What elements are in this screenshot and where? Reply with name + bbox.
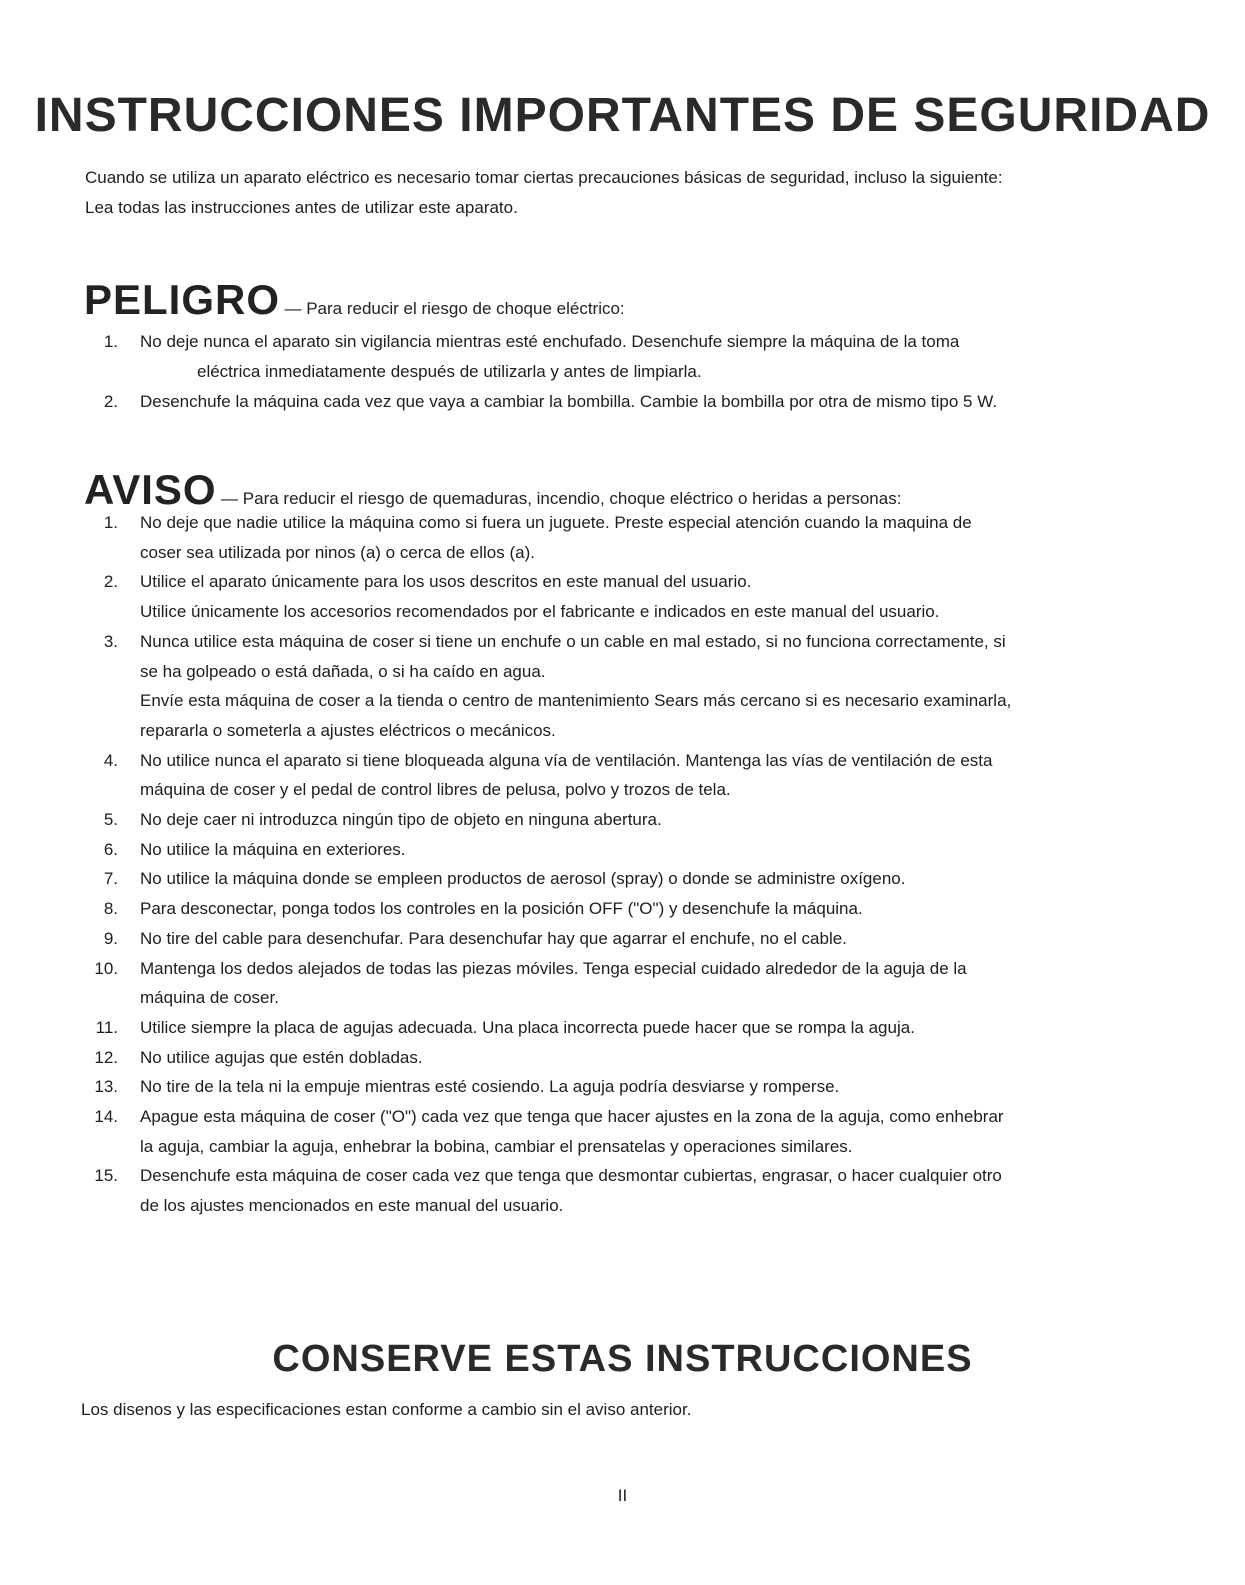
- item-number: 7.: [103, 869, 118, 889]
- peligro-heading: [84, 276, 625, 334]
- item-number: 15.: [94, 1166, 118, 1186]
- peligro-subtitle: — Para reducir el riesgo de choque eléctrico:: [284, 299, 625, 318]
- item-text-line: Utilice el aparato únicamente para los usos descritos en este manual del usuario.: [140, 572, 752, 592]
- item-text-line: Utilice únicamente los accesorios recomendados por el fabricante e indicados en este manual del usuario.: [140, 602, 940, 622]
- item-number: 8.: [103, 899, 118, 919]
- item-text-line: Apague esta máquina de coser ("O") cada vez que tenga que hacer ajustes en la zona de la aguja, como enhebrar: [140, 1107, 1004, 1127]
- item-text-line: No tire de la tela ni la empuje mientras esté cosiendo. La aguja podría desviarse y romperse.: [140, 1077, 840, 1097]
- item-text-line: eléctrica inmediatamente después de utilizarla y antes de limpiarla.: [197, 362, 702, 381]
- item-text-line: Desenchufe la máquina cada vez que vaya a cambiar la bombilla. Cambie la bombilla por otra de mismo tipo 5 W.: [140, 392, 998, 411]
- list-item: [0, 746, 1245, 805]
- list-item: [0, 567, 1245, 626]
- aviso-list: [0, 508, 1245, 1221]
- list-item: [0, 835, 1245, 865]
- item-text-line: se ha golpeado o está dañada, o si ha caído en agua.: [140, 661, 546, 681]
- item-number: 1.: [103, 332, 118, 351]
- item-text-line: máquina de coser y el pedal de control libres de pelusa, polvo y trozos de tela.: [140, 780, 731, 800]
- item-text-line: Utilice siempre la placa de agujas adecuada. Una placa incorrecta puede hacer que se rompa la aguja.: [140, 1017, 915, 1037]
- list-item: [0, 894, 1245, 924]
- item-text-line: Envíe esta máquina de coser a la tienda o centro de mantenimiento Sears más cercano si es necesario examinarla,: [140, 691, 1012, 711]
- list-item: [0, 387, 1245, 417]
- item-number: 2.: [103, 572, 118, 592]
- item-number: 3.: [103, 631, 118, 651]
- item-text-line: No deje que nadie utilice la máquina como si fuera un juguete. Preste especial atención cuando la maquina de: [140, 513, 972, 532]
- aviso-title: AVISO: [84, 466, 217, 513]
- item-number: 2.: [103, 392, 118, 411]
- list-item: [0, 954, 1245, 1013]
- item-number: 4.: [103, 750, 118, 770]
- item-text-line: No deje caer ni introduzca ningún tipo de objeto en ninguna abertura.: [140, 810, 662, 830]
- list-item: [0, 805, 1245, 835]
- item-text-line: Desenchufe esta máquina de coser cada vez que tenga que desmontar cubiertas, engrasar, o hacer cualquier otro: [140, 1166, 1002, 1186]
- list-item: [0, 1072, 1245, 1102]
- item-text-line: No utilice la máquina donde se empleen productos de aerosol (spray) o donde se administre oxígeno.: [140, 869, 906, 889]
- intro-line: Cuando se utiliza un aparato eléctrico es necesario tomar ciertas precauciones básicas de seguridad, incluso la siguiente:: [85, 168, 1003, 187]
- item-number: 6.: [103, 839, 118, 859]
- list-item: [0, 1161, 1245, 1220]
- page-number: II: [617, 1486, 628, 1505]
- item-text-line: la aguja, cambiar la aguja, enhebrar la bobina, cambiar el prensatelas y operaciones similares.: [140, 1136, 853, 1156]
- item-text-line: coser sea utilizada por ninos (a) o cerca de ellos (a).: [140, 542, 535, 562]
- item-text-line: No deje nunca el aparato sin vigilancia mientras esté enchufado. Desenchufe siempre la máquina de la toma: [140, 332, 960, 351]
- list-item: [0, 1013, 1245, 1043]
- list-item: [0, 508, 1245, 567]
- item-number: 11.: [95, 1017, 118, 1037]
- item-text-line: de los ajustes mencionados en este manual del usuario.: [140, 1196, 564, 1216]
- keep-instructions-title: CONSERVE ESTAS INSTRUCCIONES: [272, 1338, 973, 1380]
- item-text-line: No utilice nunca el aparato si tiene bloqueada alguna vía de ventilación. Mantenga las vías de ventilación de esta: [140, 750, 993, 770]
- peligro-title: PELIGRO: [84, 276, 281, 323]
- disclaimer-text: Los disenos y las especificaciones estan conforme a cambio sin el aviso anterior.: [81, 1400, 692, 1419]
- item-text-line: No utilice agujas que estén dobladas.: [140, 1047, 423, 1067]
- list-item: [0, 327, 1245, 387]
- item-text-line: No tire del cable para desenchufar. Para desenchufar hay que agarrar el enchufe, no el cable.: [140, 928, 847, 948]
- item-text-line: Mantenga los dedos alejados de todas las piezas móviles. Tenga especial cuidado alrededor de la aguja de la: [140, 958, 967, 978]
- page-title: INSTRUCCIONES IMPORTANTES DE SEGURIDAD: [34, 89, 1211, 142]
- item-number: 1.: [103, 513, 118, 532]
- item-number: 12.: [94, 1047, 118, 1067]
- item-number: 14.: [94, 1107, 118, 1127]
- item-text-line: máquina de coser.: [140, 988, 279, 1008]
- item-number: 10.: [94, 958, 118, 978]
- peligro-list: [0, 327, 1245, 417]
- list-item: [0, 1102, 1245, 1161]
- item-number: 9.: [103, 928, 118, 948]
- list-item: [0, 864, 1245, 894]
- item-text-line: Nunca utilice esta máquina de coser si tiene un enchufe o un cable en mal estado, si no funciona correctamente, si: [140, 631, 1006, 651]
- item-number: 13.: [94, 1077, 118, 1097]
- item-number: 5.: [103, 810, 118, 830]
- intro-paragraph: [85, 163, 1225, 223]
- item-text-line: repararla o someterla a ajustes eléctricos o mecánicos.: [140, 720, 556, 740]
- list-item: [0, 1043, 1245, 1073]
- list-item: [0, 924, 1245, 954]
- aviso-subtitle: — Para reducir el riesgo de quemaduras, incendio, choque eléctrico o heridas a personas:: [221, 489, 902, 508]
- intro-line: Lea todas las instrucciones antes de utilizar este aparato.: [85, 198, 518, 217]
- item-text-line: No utilice la máquina en exteriores.: [140, 839, 406, 859]
- list-item: [0, 627, 1245, 746]
- item-text-line: Para desconectar, ponga todos los controles en la posición OFF ("O") y desenchufe la máquina.: [140, 899, 863, 919]
